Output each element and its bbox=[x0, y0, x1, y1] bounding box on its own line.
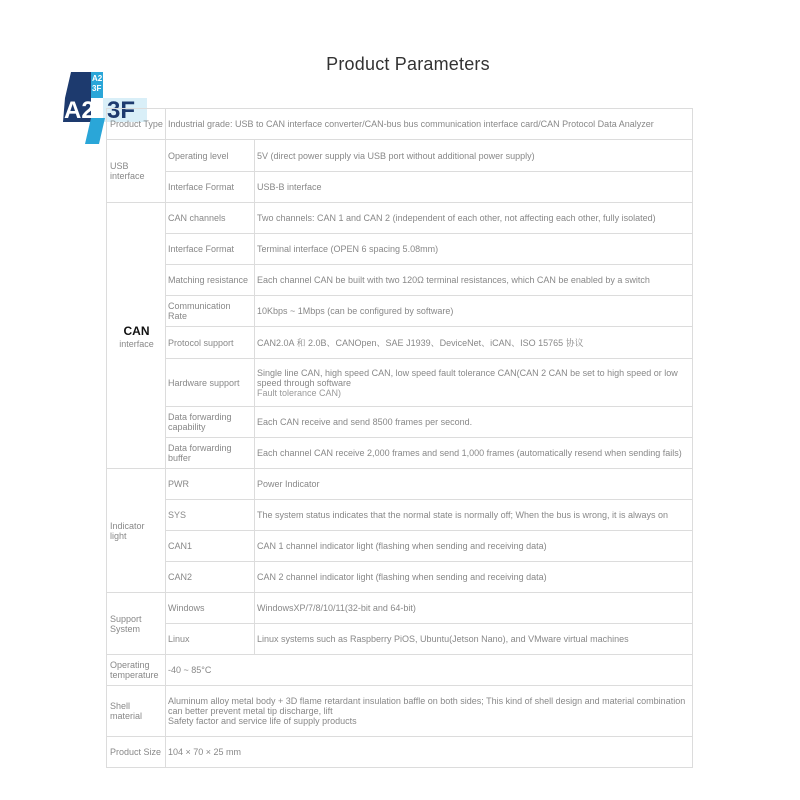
value-forwarding-buffer: Each channel CAN receive 2,000 frames and send 1,000 frames (automatically resend when sending fails) bbox=[255, 438, 693, 469]
value-can-interface-format: Terminal interface (OPEN 6 spacing 5.08mm) bbox=[255, 234, 693, 265]
label-can-channels: CAN channels bbox=[166, 203, 255, 234]
value-forwarding-capability: Each CAN receive and send 8500 frames per second. bbox=[255, 407, 693, 438]
label-shell-material: Shell material bbox=[107, 686, 166, 737]
svg-text:A2: A2 bbox=[64, 97, 95, 124]
row-protocol-support bbox=[107, 327, 693, 359]
row-forwarding-capability bbox=[107, 407, 693, 438]
label-sys: SYS bbox=[166, 500, 255, 531]
row-hardware-support bbox=[107, 359, 693, 407]
label-linux: Linux bbox=[166, 624, 255, 655]
label-operating-level: Operating level bbox=[166, 140, 255, 172]
row-shell-material bbox=[107, 686, 693, 737]
row-support-windows bbox=[107, 593, 693, 624]
row-forwarding-buffer bbox=[107, 438, 693, 469]
label-can1: CAN1 bbox=[166, 531, 255, 562]
row-matching-resistance bbox=[107, 265, 693, 296]
label-pwr: PWR bbox=[166, 469, 255, 500]
label-can2: CAN2 bbox=[166, 562, 255, 593]
value-product-type: Industrial grade: USB to CAN interface converter/CAN-bus bus communication interface card/CAN Protocol Data Analyzer bbox=[166, 109, 693, 140]
value-usb-interface-format: USB-B interface bbox=[255, 172, 693, 203]
hardware-support-line2: Fault tolerance CAN) bbox=[257, 387, 342, 398]
row-indicator-can2 bbox=[107, 562, 693, 593]
shell-material-line2: Safety factor and service life of supply products bbox=[168, 716, 357, 726]
value-linux: Linux systems such as Raspberry PiOS, Ubuntu(Jetson Nano), and VMware virtual machines bbox=[255, 624, 693, 655]
row-operating-temperature bbox=[107, 655, 693, 686]
value-can-channels: Two channels: CAN 1 and CAN 2 (independent of each other, not affecting each other, fully isolated) bbox=[255, 203, 693, 234]
row-usb-interface-format bbox=[107, 172, 693, 203]
page-title: Product Parameters bbox=[326, 54, 490, 74]
label-can-interface-format: Interface Format bbox=[166, 234, 255, 265]
label-usb-interface: USB interface bbox=[107, 140, 166, 203]
row-indicator-pwr bbox=[107, 469, 693, 500]
can-group-title: CAN bbox=[123, 323, 150, 338]
value-operating-temperature: -40 ~ 85°C bbox=[166, 655, 693, 686]
row-usb-operating-level bbox=[107, 140, 693, 172]
svg-text:3F: 3F bbox=[107, 97, 136, 124]
value-protocol-support: CAN2.0A 和 2.0B、CANOpen、SAE J1939、DeviceNet、iCAN、ISO 15765 协议 bbox=[255, 327, 693, 359]
value-product-size: 104 × 70 × 25 mm bbox=[166, 737, 693, 768]
can-group-sub: interface bbox=[119, 338, 154, 349]
row-can-channels bbox=[107, 203, 693, 234]
row-communication-rate bbox=[107, 296, 693, 327]
row-can-interface-format bbox=[107, 234, 693, 265]
value-operating-level: 5V (direct power supply via USB port without additional power supply) bbox=[255, 140, 693, 172]
label-forwarding-buffer: Data forwarding buffer bbox=[166, 438, 255, 469]
row-support-linux bbox=[107, 624, 693, 655]
value-shell-material bbox=[166, 686, 693, 737]
value-windows: WindowsXP/7/8/10/11(32-bit and 64-bit) bbox=[255, 593, 693, 624]
spec-table bbox=[106, 108, 693, 768]
value-sys: The system status indicates that the normal state is normally off; When the bus is wrong, it is always on bbox=[255, 500, 693, 531]
label-windows: Windows bbox=[166, 593, 255, 624]
svg-text:3F: 3F bbox=[92, 84, 102, 93]
row-indicator-can1 bbox=[107, 531, 693, 562]
hardware-support-line1: Single line CAN, high speed CAN, low speed fault tolerance CAN(CAN 2 CAN be set to high speed or low speed through software bbox=[257, 367, 678, 388]
svg-text:A2: A2 bbox=[92, 74, 103, 83]
label-can-interface bbox=[107, 203, 166, 469]
label-matching-resistance: Matching resistance bbox=[166, 265, 255, 296]
value-matching-resistance: Each channel CAN be built with two 120Ω terminal resistances, which CAN be enabled by a switch bbox=[255, 265, 693, 296]
value-can2: CAN 2 channel indicator light (flashing when sending and receiving data) bbox=[255, 562, 693, 593]
row-indicator-sys bbox=[107, 500, 693, 531]
label-protocol-support: Protocol support bbox=[166, 327, 255, 359]
value-pwr: Power Indicator bbox=[255, 469, 693, 500]
row-product-size bbox=[107, 737, 693, 768]
label-usb-interface-format: Interface Format bbox=[166, 172, 255, 203]
value-can1: CAN 1 channel indicator light (flashing when sending and receiving data) bbox=[255, 531, 693, 562]
label-product-size: Product Size bbox=[107, 737, 166, 768]
label-communication-rate: Communication Rate bbox=[166, 296, 255, 327]
label-indicator-light: Indicator light bbox=[107, 469, 166, 593]
label-operating-temperature: Operating temperature bbox=[107, 655, 166, 686]
label-support-system: Support System bbox=[107, 593, 166, 655]
value-hardware-support bbox=[255, 359, 693, 407]
label-forwarding-capability: Data forwarding capability bbox=[166, 407, 255, 438]
label-hardware-support: Hardware support bbox=[166, 359, 255, 407]
label-product-type: Product Type bbox=[107, 109, 166, 140]
value-communication-rate: 10Kbps ~ 1Mbps (can be configured by software) bbox=[255, 296, 693, 327]
shell-material-line1: Aluminum alloy metal body + 3D flame retardant insulation baffle on both sides; This kind of shell design and material combination can better prevent metal tip discharge, lift bbox=[168, 696, 686, 716]
row-product-type bbox=[107, 109, 693, 140]
